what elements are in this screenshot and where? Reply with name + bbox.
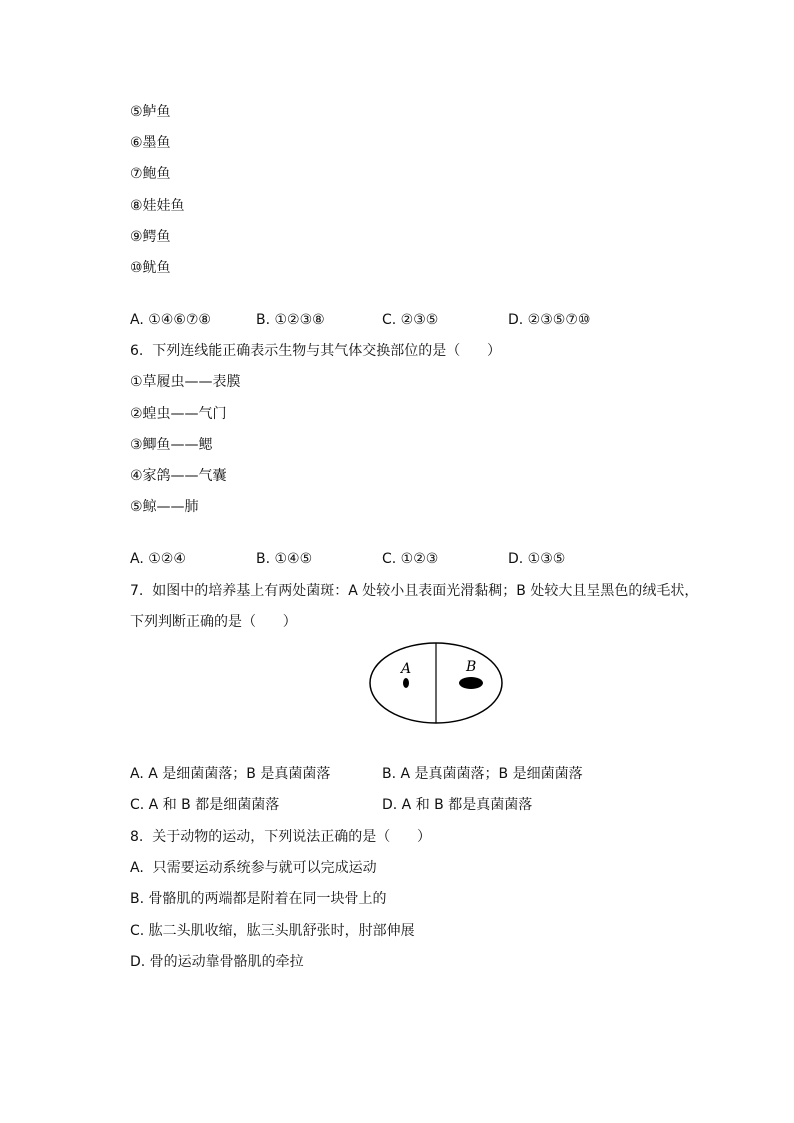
q7-option-a: A. A 是细菌菌落；B 是真菌菌落 (130, 766, 331, 782)
q5-item-8: ⑧娃娃鱼 (130, 198, 185, 214)
q6-option-c: C. ①②③ (382, 551, 439, 567)
petri-dish-figure (368, 641, 504, 725)
q7-stem-line2: 下列判断正确的是（ ） (130, 614, 297, 630)
q5-item-9: ⑨鳄鱼 (130, 229, 171, 245)
label-a: A (401, 661, 412, 677)
q6-item-5: ⑤鲸——肺 (130, 499, 199, 515)
q6-stem: 6. 下列连线能正确表示生物与其气体交换部位的是（ ） (130, 343, 501, 359)
q8-option-d: D. 骨的运动靠骨骼肌的牵拉 (130, 954, 304, 970)
q5-item-5: ⑤鲈鱼 (130, 104, 171, 120)
q8-option-b: B. 骨骼肌的两端都是附着在同一块骨上的 (130, 891, 387, 907)
q6-option-d: D. ①③⑤ (508, 551, 566, 567)
q5-item-6: ⑥墨鱼 (130, 135, 171, 151)
q6-option-b: B. ①④⑤ (256, 551, 313, 567)
q5-option-d: D. ②③⑤⑦⑩ (508, 312, 591, 328)
colony-a (403, 678, 409, 688)
q7-option-d: D. A 和 B 都是真菌菌落 (382, 797, 533, 813)
q5-item-10: ⑩鱿鱼 (130, 260, 171, 276)
label-b: B (466, 659, 477, 675)
q7-option-c: C. A 和 B 都是细菌菌落 (130, 797, 280, 813)
q8-option-c: C. 肱二头肌收缩，肱三头肌舒张时，肘部伸展 (130, 923, 415, 939)
q6-item-3: ③鲫鱼——鳃 (130, 437, 213, 453)
q8-option-a: A. 只需要运动系统参与就可以完成运动 (130, 860, 377, 876)
q5-item-7: ⑦鲍鱼 (130, 166, 171, 182)
q5-option-b: B. ①②③⑧ (256, 312, 325, 328)
q6-item-4: ④家鸽——气囊 (130, 468, 227, 484)
q5-option-c: C. ②③⑤ (382, 312, 439, 328)
q5-option-a: A. ①④⑥⑦⑧ (130, 312, 211, 328)
q7-option-b: B. A 是真菌菌落；B 是细菌菌落 (382, 766, 583, 782)
q8-stem: 8. 关于动物的运动，下列说法正确的是（ ） (130, 829, 431, 845)
colony-b (459, 677, 483, 689)
q7-stem-line1: 7. 如图中的培养基上有两处菌斑：A 处较小且表面光滑黏稠；B 处较大且呈黑色的绒毛状， (130, 583, 699, 599)
q6-item-1: ①草履虫——表膜 (130, 374, 241, 390)
q6-item-2: ②蝗虫——气门 (130, 406, 227, 422)
q6-option-a: A. ①②④ (130, 551, 186, 567)
